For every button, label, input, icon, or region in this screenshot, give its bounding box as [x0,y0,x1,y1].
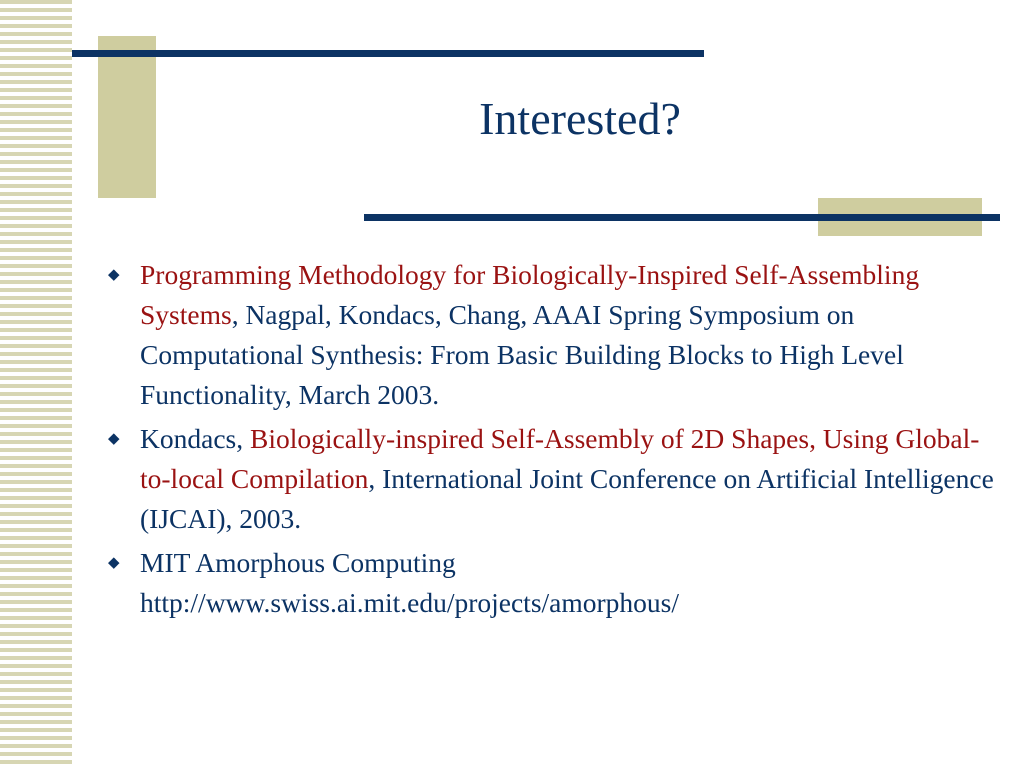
diamond-bullet-icon: ◆ [108,267,120,283]
citation-details: , International Joint Conference on Artificial Intelligence (IJCAI), 2003. [140,463,994,534]
title-rule-bottom [364,214,1000,221]
slide-title: Interested? [479,93,681,144]
accent-square-top [98,36,156,198]
bullet-item-3 [100,543,1000,623]
citation-author: Kondacs, [140,423,250,454]
resource-name: MIT Amorphous Computing [140,547,456,578]
citation-details: , Nagpal, Kondacs, Chang, AAAI Spring Symposium on Computational Synthesis: From Basic Building Blocks to High Level Functionality, March 2003. [140,299,904,410]
bullet-item-1 [100,255,1000,415]
diamond-bullet-icon: ◆ [108,431,120,447]
title-rule-top [72,50,704,57]
citation-title: Biologically-inspired Self-Assembly of 2D Shapes, Using Global-to-local Compilation [140,423,980,494]
bullet-item-2 [100,419,1000,539]
citation-title: Programming Methodology for Biologically-Inspired Self-Assembling Systems [140,259,920,330]
resource-url[interactable]: http://www.swiss.ai.mit.edu/projects/amorphous/ [140,587,680,618]
bullet-list [100,255,1000,627]
decorative-stripe-band [0,0,72,768]
diamond-bullet-icon: ◆ [108,555,120,571]
